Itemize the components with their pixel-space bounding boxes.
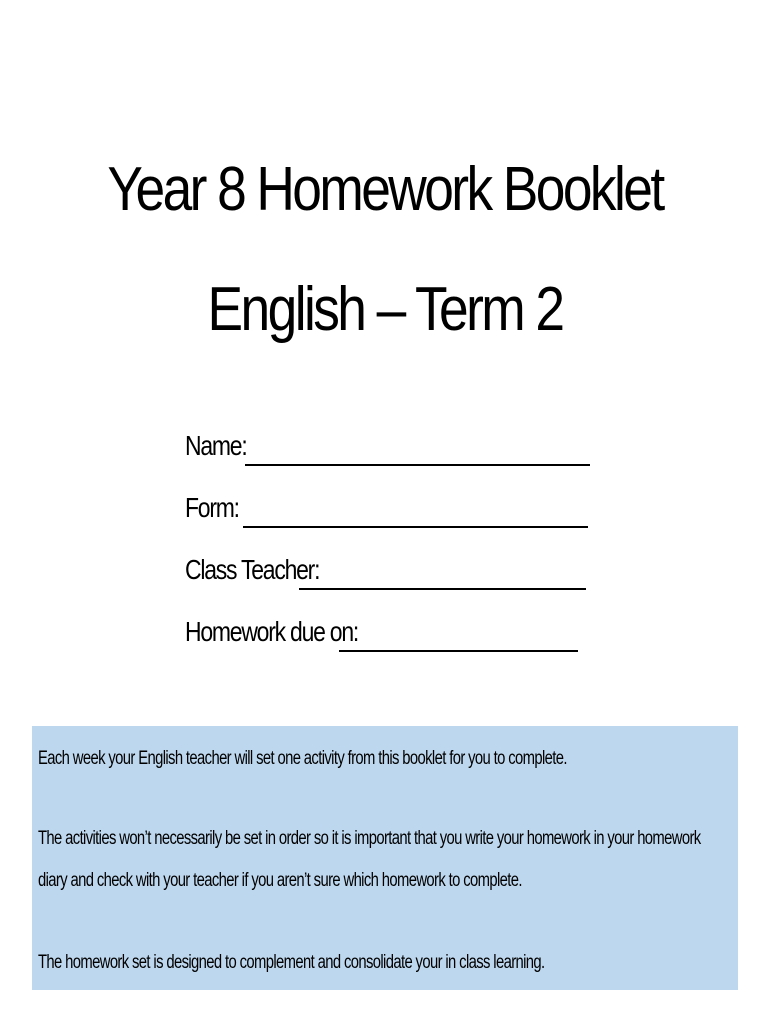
class-teacher-field-row — [185, 548, 605, 610]
class-teacher-label: Class Teacher: — [185, 554, 320, 585]
homework-due-label: Homework due on: — [185, 616, 359, 647]
instructions-paragraph-2-line-1: The activities won’t necessarily be set in order so it is important that you write your homework in your homework — [38, 828, 701, 849]
instructions-paragraph-1: Each week your English teacher will set one activity from this booklet for you to complete. — [38, 748, 567, 769]
class-teacher-blank-line[interactable] — [299, 548, 586, 590]
name-field-row — [185, 424, 605, 486]
homework-due-blank-line[interactable] — [339, 610, 578, 652]
form-label: Form: — [185, 492, 239, 523]
student-details-form — [185, 424, 605, 672]
instructions-paragraph-2-line-2: diary and check with your teacher if you aren’t sure which homework to complete. — [38, 870, 522, 891]
form-field-row — [185, 486, 605, 548]
instructions-paragraph-3: The homework set is designed to complement and consolidate your in class learning. — [38, 952, 545, 973]
title-line-1: Year 8 Homework Booklet — [107, 155, 663, 224]
instructions-box — [32, 726, 738, 990]
homework-due-field-row — [185, 610, 605, 672]
title-line-2: English – Term 2 — [207, 275, 563, 344]
booklet-title — [0, 130, 770, 370]
name-label: Name: — [185, 430, 247, 461]
form-blank-line[interactable] — [243, 486, 588, 528]
name-blank-line[interactable] — [245, 424, 590, 466]
